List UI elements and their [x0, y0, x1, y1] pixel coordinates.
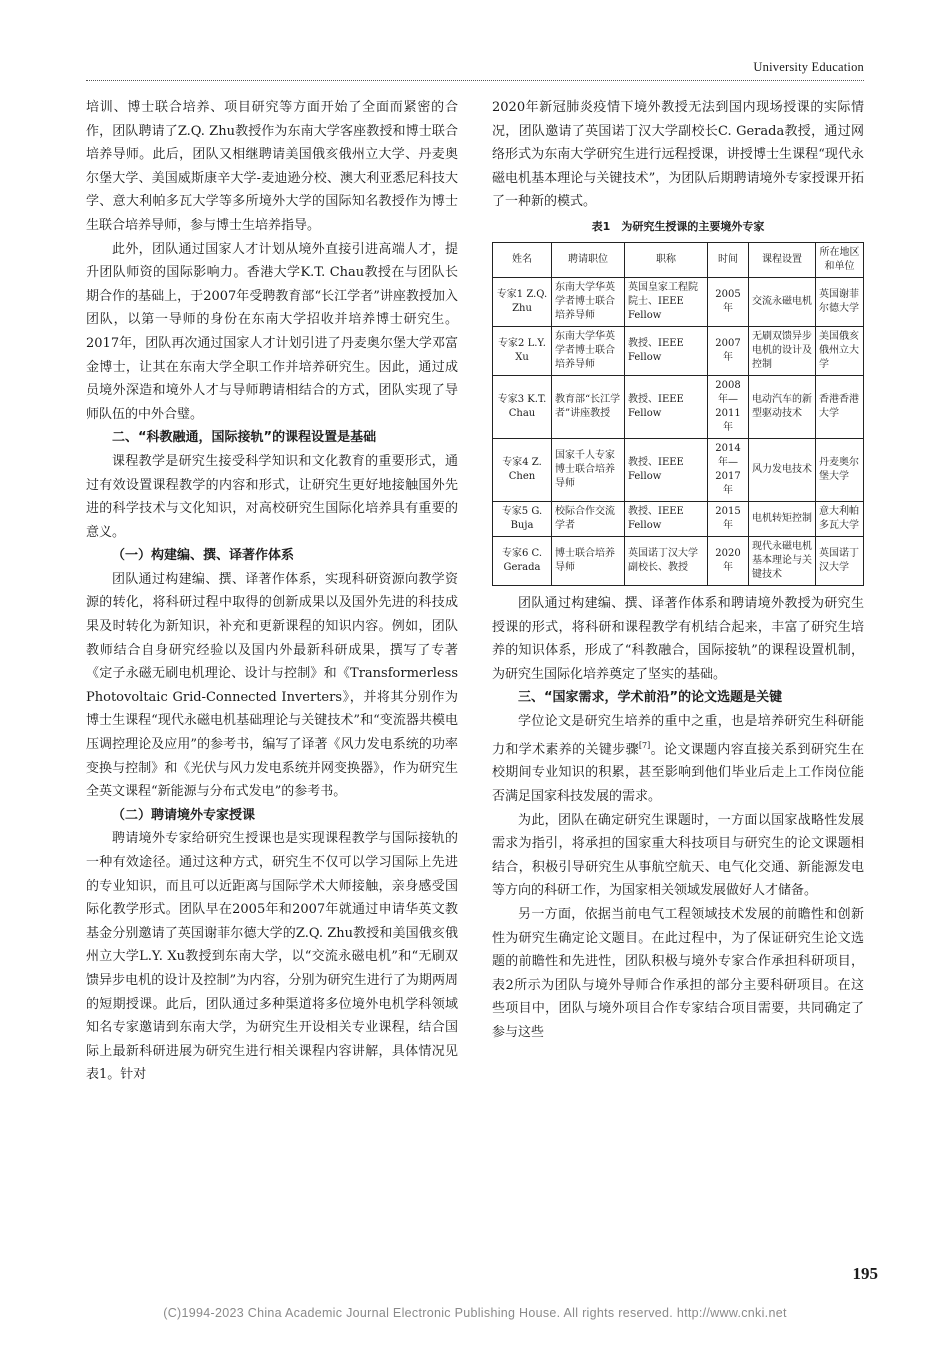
table-cell: 英国诺丁汉大学副校长、教授 [625, 536, 708, 585]
table-row [493, 438, 864, 501]
left-column [86, 96, 458, 1087]
table-header-cell: 课程设置 [749, 242, 816, 277]
paragraph: 聘请境外专家给研究生授课也是实现课程教学与国际接轨的一种有效途径。通过这种方式，研究生不仅可以学习国际上先进的专业知识，而且可以近距离与国际学术大师接触，亲身感受国际化教学形式。团队早在2005年和2007年就通过申请华英文教基金分别邀请了英国谢菲尔德大学的Z.Q. Zhu教授和美国俄亥俄州立大学L.Y. Xu教授到东南大学，以“交流永磁电机”和“无刷双馈异步电机的设计及控制”为内容，分别为研究生进行了为期两周的短期授课。此后，团队通过多种渠道将多位境外电机学科领域知名专家邀请到东南大学，为研究生开设相关专业课程，结合国际上最新科研进展为研究生进行相关课程内容讲解，具体情况见表1。针对 [86, 831, 458, 1083]
paragraph-text: 。论文课题内容直接关系到研究生在校期间专业知识的积累，甚至影响到他们毕业后走上工作岗位能否满足国家科技发展的需求。 [492, 741, 864, 805]
paragraph: 培训、博士联合培养、项目研究等方面开始了全面而紧密的合作，团队聘请了Z.Q. Zhu教授作为东南大学客座教授和博士联合培养导师。此后，团队又相继聘请美国俄亥俄州立大学、丹麦奥尔堡大学、美国威斯康辛大学-麦迪逊分校、澳大利亚悉尼科技大学、意大利帕多瓦大学等多所境外大学的国际知名教授作为博士生联合培养导师，参与博士生培养指导。 [86, 100, 458, 233]
paragraph: 另一方面，依据当前电气工程领域技术发展的前瞻性和创新性为研究生确定论文题目。在此过程中，为了保证研究生论文选题的前瞻性和先进性，团队积极与境外专家合作承担科研项目，表2所示为团队与境外导师合作承担的部分主要科研项目。在这些项目中，团队与境外项目合作专家结合项目需要，共同确定了参与这些 [492, 907, 864, 1040]
table-cell: 风力发电技术 [749, 438, 816, 501]
table-row [493, 375, 864, 438]
right-column [492, 96, 864, 1045]
table-header-cell: 所在地区和单位 [816, 242, 864, 277]
table-cell: 校际合作交流学者 [552, 501, 625, 536]
table-cell: 专家1 Z.Q. Zhu [493, 277, 552, 326]
table-cell: 香港香港大学 [816, 375, 864, 438]
table-cell: 专家2 L.Y. Xu [493, 326, 552, 375]
paragraph: 团队通过构建编、撰、译著作体系，实现科研资源向教学资源的转化，将科研过程中取得的创新成果以及国外先进的科技成果及时转化为新知识，补充和更新课程的知识内容。例如，团队教师结合自身研究经验以及国内外最新科研成果，撰写了专著《定子永磁无刷电机理论、设计与控制》和《Transformerless Photovoltaic Grid-Connected Inverters》，并将其分别作为博士生课程“现代永磁电机基础理论与关键技术”和“变流器共模电压调控理论及应用”的参考书，编写了译著《风力发电系统的功率变换与控制》和《光伏与风力发电系统并网变换器》，作为研究生全英文课程“新能源与分布式发电”的参考书。 [86, 571, 458, 800]
paragraph-text: 学位论文是研究生培养的重中之重，也是培养研究生科研能力和学术素养的关键步骤 [492, 713, 864, 757]
experts-table [492, 242, 864, 586]
table-cell: 交流永磁电机 [749, 277, 816, 326]
table-header-row [493, 242, 864, 277]
table-row [493, 326, 864, 375]
subsection-heading: （二）聘请境外专家授课 [112, 807, 256, 823]
paragraph: 为此，团队在确定研究生课题时，一方面以国家战略性发展需求为指引，将承担的国家重大科技项目与研究生的论文课题相结合，积极引导研究生从事航空航天、电气化交通、新能源发电等方向的科研工作，为国家相关领域发展做好人才储备。 [492, 812, 864, 899]
table-cell: 2005年 [708, 277, 749, 326]
subsection-heading: （一）构建编、撰、译著作体系 [112, 548, 295, 564]
table-cell: 专家3 K.T. Chau [493, 375, 552, 438]
table-row [493, 536, 864, 585]
table-cell: 2020年 [708, 536, 749, 585]
table-header-cell: 聘请职位 [552, 242, 625, 277]
table-cell: 丹麦奥尔堡大学 [816, 438, 864, 501]
table-cell: 意大利帕多瓦大学 [816, 501, 864, 536]
table-cell: 教授、IEEE Fellow [625, 375, 708, 438]
table-cell: 2008年—2011年 [708, 375, 749, 438]
paragraph: 此外，团队通过国家人才计划从境外直接引进高端人才，提升团队师资的国际影响力。香港大学K.T. Chau教授在与团队长期合作的基础上，于2007年受聘教育部“长江学者”讲座教授加入团队，以第一导师的身份在东南大学招收并培养博士研究生。2017年，团队再次通过国家人才计划引进了丹麦奥尔堡大学邓富金博士，让其在东南大学全职工作并培养研究生。因此，通过成员境外深造和境外人才与导师聘请相结合的方式，团队实现了导师队伍的中外合璧。 [86, 241, 458, 422]
table-cell: 现代永磁电机基本理论与关键技术 [749, 536, 816, 585]
table-cell: 东南大学华英学者博士联合培养导师 [552, 326, 625, 375]
table-cell: 教育部“长江学者”讲座教授 [552, 375, 625, 438]
table-caption: 表1 为研究生授课的主要境外专家 [591, 219, 765, 233]
table-cell: 2015年 [708, 501, 749, 536]
paragraph: 课程教学是研究生接受科学知识和文化教育的重要形式，通过有效设置课程教学的内容和形式，让研究生更好地接触国外先进的科学技术与文化知识，对高校研究生国际化培养具有重要的意义。 [86, 453, 458, 540]
citation-ref: [7] [638, 740, 651, 750]
page-number: 195 [852, 1264, 878, 1283]
table-cell: 专家5 G. Buja [493, 501, 552, 536]
table-cell: 电机转矩控制 [749, 501, 816, 536]
section-heading: 二、“科教融通，国际接轨”的课程设置是基础 [112, 430, 377, 446]
table-cell: 英国诺丁汉大学 [816, 536, 864, 585]
table-cell: 教授、IEEE Fellow [625, 326, 708, 375]
paragraph: 团队通过构建编、撰、译著作体系和聘请境外教授为研究生授课的形式，将科研和课程教学有机结合起来，丰富了研究生培养的知识体系，形成了“科教融合，国际接轨”的课程设置机制，为研究生国际化培养奠定了坚实的基础。 [492, 595, 864, 682]
table-cell: 东南大学华英学者博士联合培养导师 [552, 277, 625, 326]
table-row [493, 501, 864, 536]
header-divider [86, 80, 864, 81]
table-cell: 博士联合培养导师 [552, 536, 625, 585]
table-cell: 美国俄亥俄州立大学 [816, 326, 864, 375]
table-row [493, 277, 864, 326]
table-cell: 电动汽车的新型驱动技术 [749, 375, 816, 438]
table-cell: 2007年 [708, 326, 749, 375]
paragraph: 2020年新冠肺炎疫情下境外教授无法到国内现场授课的实际情况，团队邀请了英国诺丁汉大学副校长C. Gerada教授，通过网络形式为东南大学研究生进行远程授课，讲授博士生课程“现代永磁电机基本理论与关键技术”，为团队后期聘请境外专家授课开拓了一种新的模式。 [492, 100, 864, 210]
table-header-cell: 职称 [625, 242, 708, 277]
table-cell: 英国皇家工程院院士、IEEE Fellow [625, 277, 708, 326]
table-cell: 无刷双馈异步电机的设计及控制 [749, 326, 816, 375]
table-cell: 国家千人专家博士联合培养导师 [552, 438, 625, 501]
paragraph [492, 710, 864, 809]
table-cell: 教授、IEEE Fellow [625, 501, 708, 536]
journal-name: University Education [753, 60, 864, 74]
table-header-cell: 姓名 [493, 242, 552, 277]
table-cell: 教授、IEEE Fellow [625, 438, 708, 501]
table-cell: 英国谢菲尔德大学 [816, 277, 864, 326]
table-cell: 专家6 C. Gerada [493, 536, 552, 585]
copyright-footer: (C)1994-2023 China Academic Journal Electronic Publishing House. All rights reserved. http://www.cnki.net [163, 1306, 787, 1320]
table-cell: 专家4 Z. Chen [493, 438, 552, 501]
table-cell: 2014年—2017年 [708, 438, 749, 501]
table-header-cell: 时间 [708, 242, 749, 277]
section-heading: 三、“国家需求，学术前沿”的论文选题是关键 [518, 690, 783, 706]
